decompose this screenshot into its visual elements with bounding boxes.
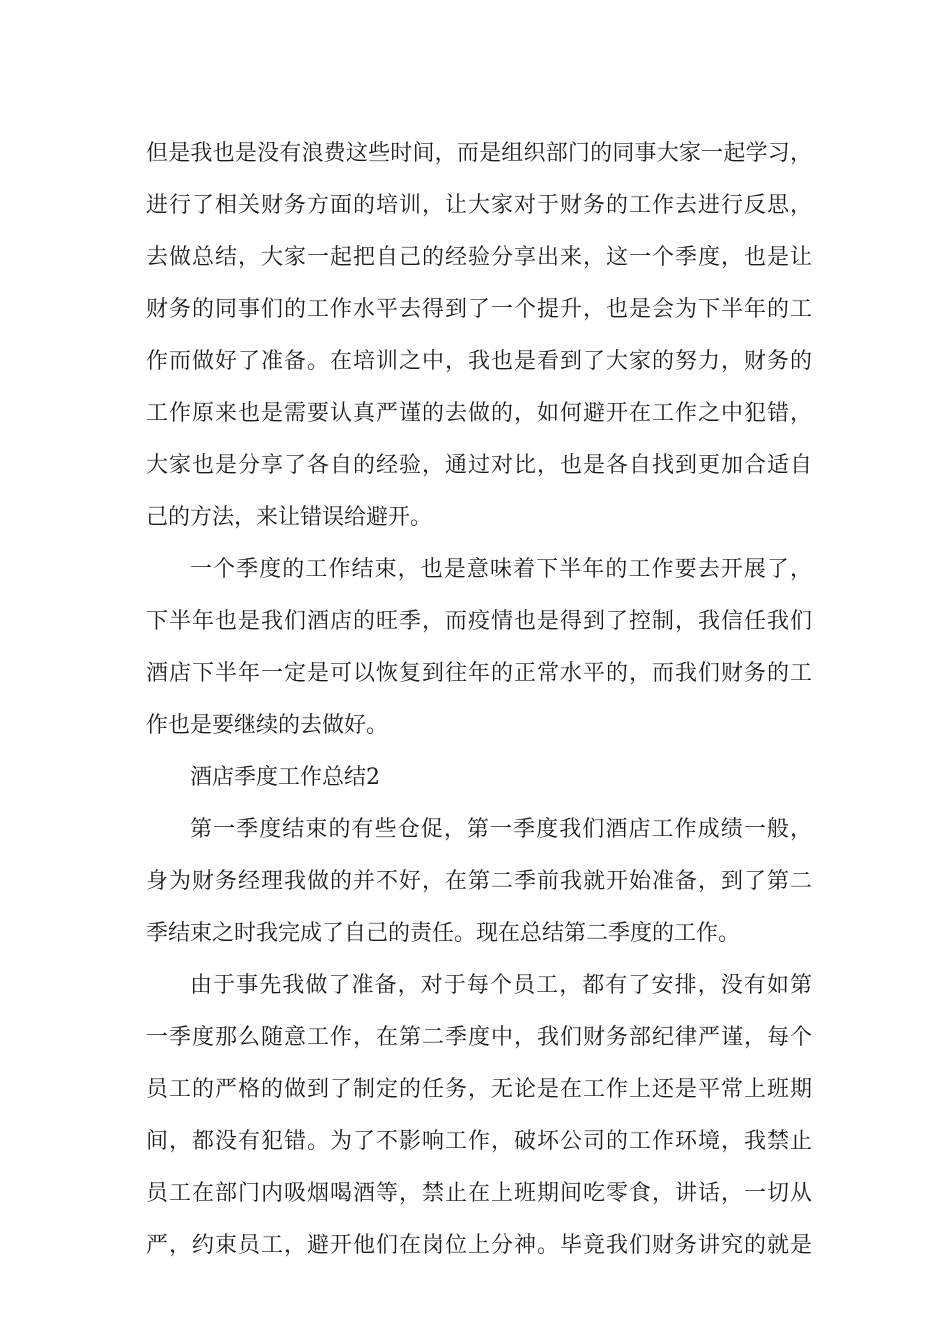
- text-line: 员工的严格的做到了制定的任务，无论是在工作上还是平常上班期: [146, 1077, 812, 1102]
- text-line: 季结束之时我完成了自己的责任。现在总结第二季度的工作。: [146, 921, 741, 946]
- text-line: 第一季度结束的有些仓促，第一季度我们酒店工作成绩一般，: [190, 817, 812, 842]
- text-line: 己的方法，来让错误给避开。: [146, 505, 433, 530]
- text-line: 去做总结，大家一起把自己的经验分享出来，这一个季度，也是让: [146, 245, 812, 270]
- text-line: 一个季度的工作结束，也是意味着下半年的工作要去开展了，: [190, 557, 812, 582]
- text-line: 一季度那么随意工作，在第二季度中，我们财务部纪律严谨，每个: [146, 1025, 812, 1050]
- text-line: 严，约束员工，避开他们在岗位上分神。毕竟我们财务讲究的就是: [146, 1233, 812, 1258]
- text-line: 间，都没有犯错。为了不影响工作，破坏公司的工作环境，我禁止: [146, 1129, 812, 1154]
- text-line: 大家也是分享了各自的经验，通过对比，也是各自找到更加合适自: [146, 453, 812, 478]
- text-line: 工作原来也是需要认真严谨的去做的，如何避开在工作之中犯错，: [146, 401, 812, 426]
- text-line: 进行了相关财务方面的培训，让大家对于财务的工作去进行反思，: [146, 193, 812, 218]
- paragraph-3: [146, 804, 812, 960]
- text-line: 酒店下半年一定是可以恢复到往年的正常水平的，而我们财务的工: [146, 661, 812, 686]
- paragraph-1: [146, 128, 812, 544]
- section-heading: [146, 752, 812, 804]
- text-line: 身为财务经理我做的并不好，在第二季前我就开始准备，到了第二: [146, 869, 812, 894]
- text-line: 由于事先我做了准备，对于每个员工，都有了安排，没有如第: [190, 973, 812, 998]
- text-line: 作也是要继续的去做好。: [146, 713, 389, 738]
- paragraph-4: [146, 960, 812, 1272]
- text-line: 财务的同事们的工作水平去得到了一个提升，也是会为下半年的工: [146, 297, 812, 322]
- heading-text: 酒店季度工作总结2: [190, 765, 380, 790]
- paragraph-2: [146, 544, 812, 752]
- text-line: 但是我也是没有浪费这些时间，而是组织部门的同事大家一起学习，: [146, 141, 812, 166]
- text-line: 员工在部门内吸烟喝酒等，禁止在上班期间吃零食，讲话，一切从: [146, 1181, 812, 1206]
- document-body: [146, 128, 812, 1272]
- text-line: 下半年也是我们酒店的旺季，而疫情也是得到了控制，我信任我们: [146, 609, 812, 634]
- text-line: 作而做好了准备。在培训之中，我也是看到了大家的努力，财务的: [146, 349, 812, 374]
